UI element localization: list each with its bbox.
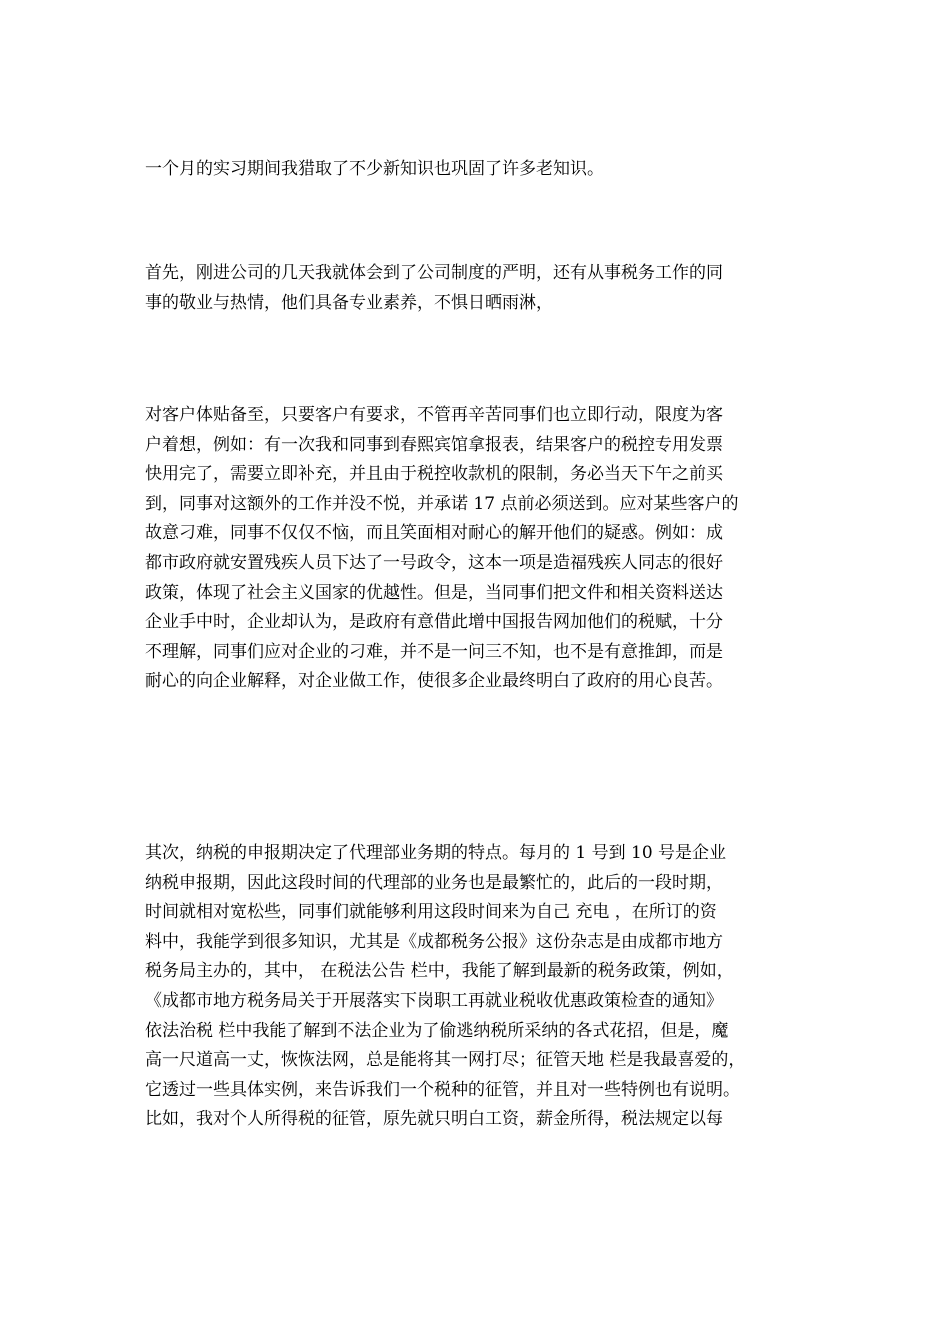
text-line: 企业手中时，企业却认为，是政府有意借此增中国报告网加他们的税赋，十分	[145, 612, 723, 633]
text-line: 故意刁难，同事不仅仅不恼，而且笑面相对耐心的解开他们的疑惑。例如：成	[145, 523, 723, 544]
text-line: 户着想，例如：有一次我和同事到春熙宾馆拿报表，结果客户的税控专用发票	[145, 434, 723, 455]
text-line: 高一尺道高一丈，恢恢法网，总是能将其一网打尽；征管天地 栏是我最喜爱的，	[145, 1050, 746, 1071]
text-line: 《成都市地方税务局关于开展落实下岗职工再就业税收优惠政策检查的通知》	[145, 990, 723, 1011]
text-line: 事的敬业与热情，他们具备专业素养，不惧日晒雨淋，	[145, 292, 553, 313]
paragraph-second	[145, 839, 805, 1135]
text-line: 其次，纳税的申报期决定了代理部业务期的特点。每月的 1 号到 10 号是企业	[145, 843, 727, 863]
paragraph-first	[145, 259, 805, 318]
text-line: 时间就相对宽松些，同事们就能够利用这段时间来为自己 充电 ，在所订的资	[145, 902, 717, 923]
text-line: 比如，我对个人所得税的征管，原先就只明白工资，薪金所得，税法规定以每	[145, 1109, 723, 1130]
text-line: 它透过一些具体实例，来告诉我们一个税种的征管，并且对一些特例也有说明。	[145, 1079, 740, 1100]
text-line: 首先，刚进公司的几天我就体会到了公司制度的严明，还有从事税务工作的同	[145, 263, 723, 283]
text-line: 料中，我能学到很多知识，尤其是《成都税务公报》这份杂志是由成都市地方	[145, 931, 723, 952]
text-line: 政策，体现了社会主义国家的优越性。但是，当同事们把文件和相关资料送达	[145, 582, 723, 603]
text-line: 一个月的实习期间我猎取了不少新知识也巩固了许多老知识。	[145, 159, 604, 179]
text-line: 对客户体贴备至，只要客户有要求，不管再辛苦同事们也立即行动，限度为客	[145, 405, 723, 425]
paragraph-intro	[145, 155, 805, 185]
text-line: 耐心的向企业解释，对企业做工作，使很多企业最终明白了政府的用心良苦。	[145, 671, 723, 692]
text-line: 到，同事对这额外的工作并没不悦，并承诺 17 点前必须送到。应对某些客户的	[145, 493, 739, 514]
text-line: 依法治税 栏中我能了解到不法企业为了偷逃纳税所采纳的各式花招，但是，魔	[145, 1020, 729, 1041]
text-line: 都市政府就安置残疾人员下达了一号政令，这本一项是造福残疾人同志的很好	[145, 552, 723, 573]
text-line: 快用完了，需要立即补充，并且由于税控收款机的限制，务必当天下午之前买	[145, 464, 723, 485]
text-line: 纳税申报期，因此这段时间的代理部的业务也是最繁忙的，此后的一段时期，	[145, 872, 723, 893]
text-line: 不理解，同事们应对企业的刁难，并不是一问三不知，也不是有意推卸，而是	[145, 641, 723, 662]
text-line: 税务局主办的，其中， 在税法公告 栏中，我能了解到最新的税务政策，例如，	[145, 961, 734, 982]
paragraph-customer-service	[145, 401, 805, 697]
